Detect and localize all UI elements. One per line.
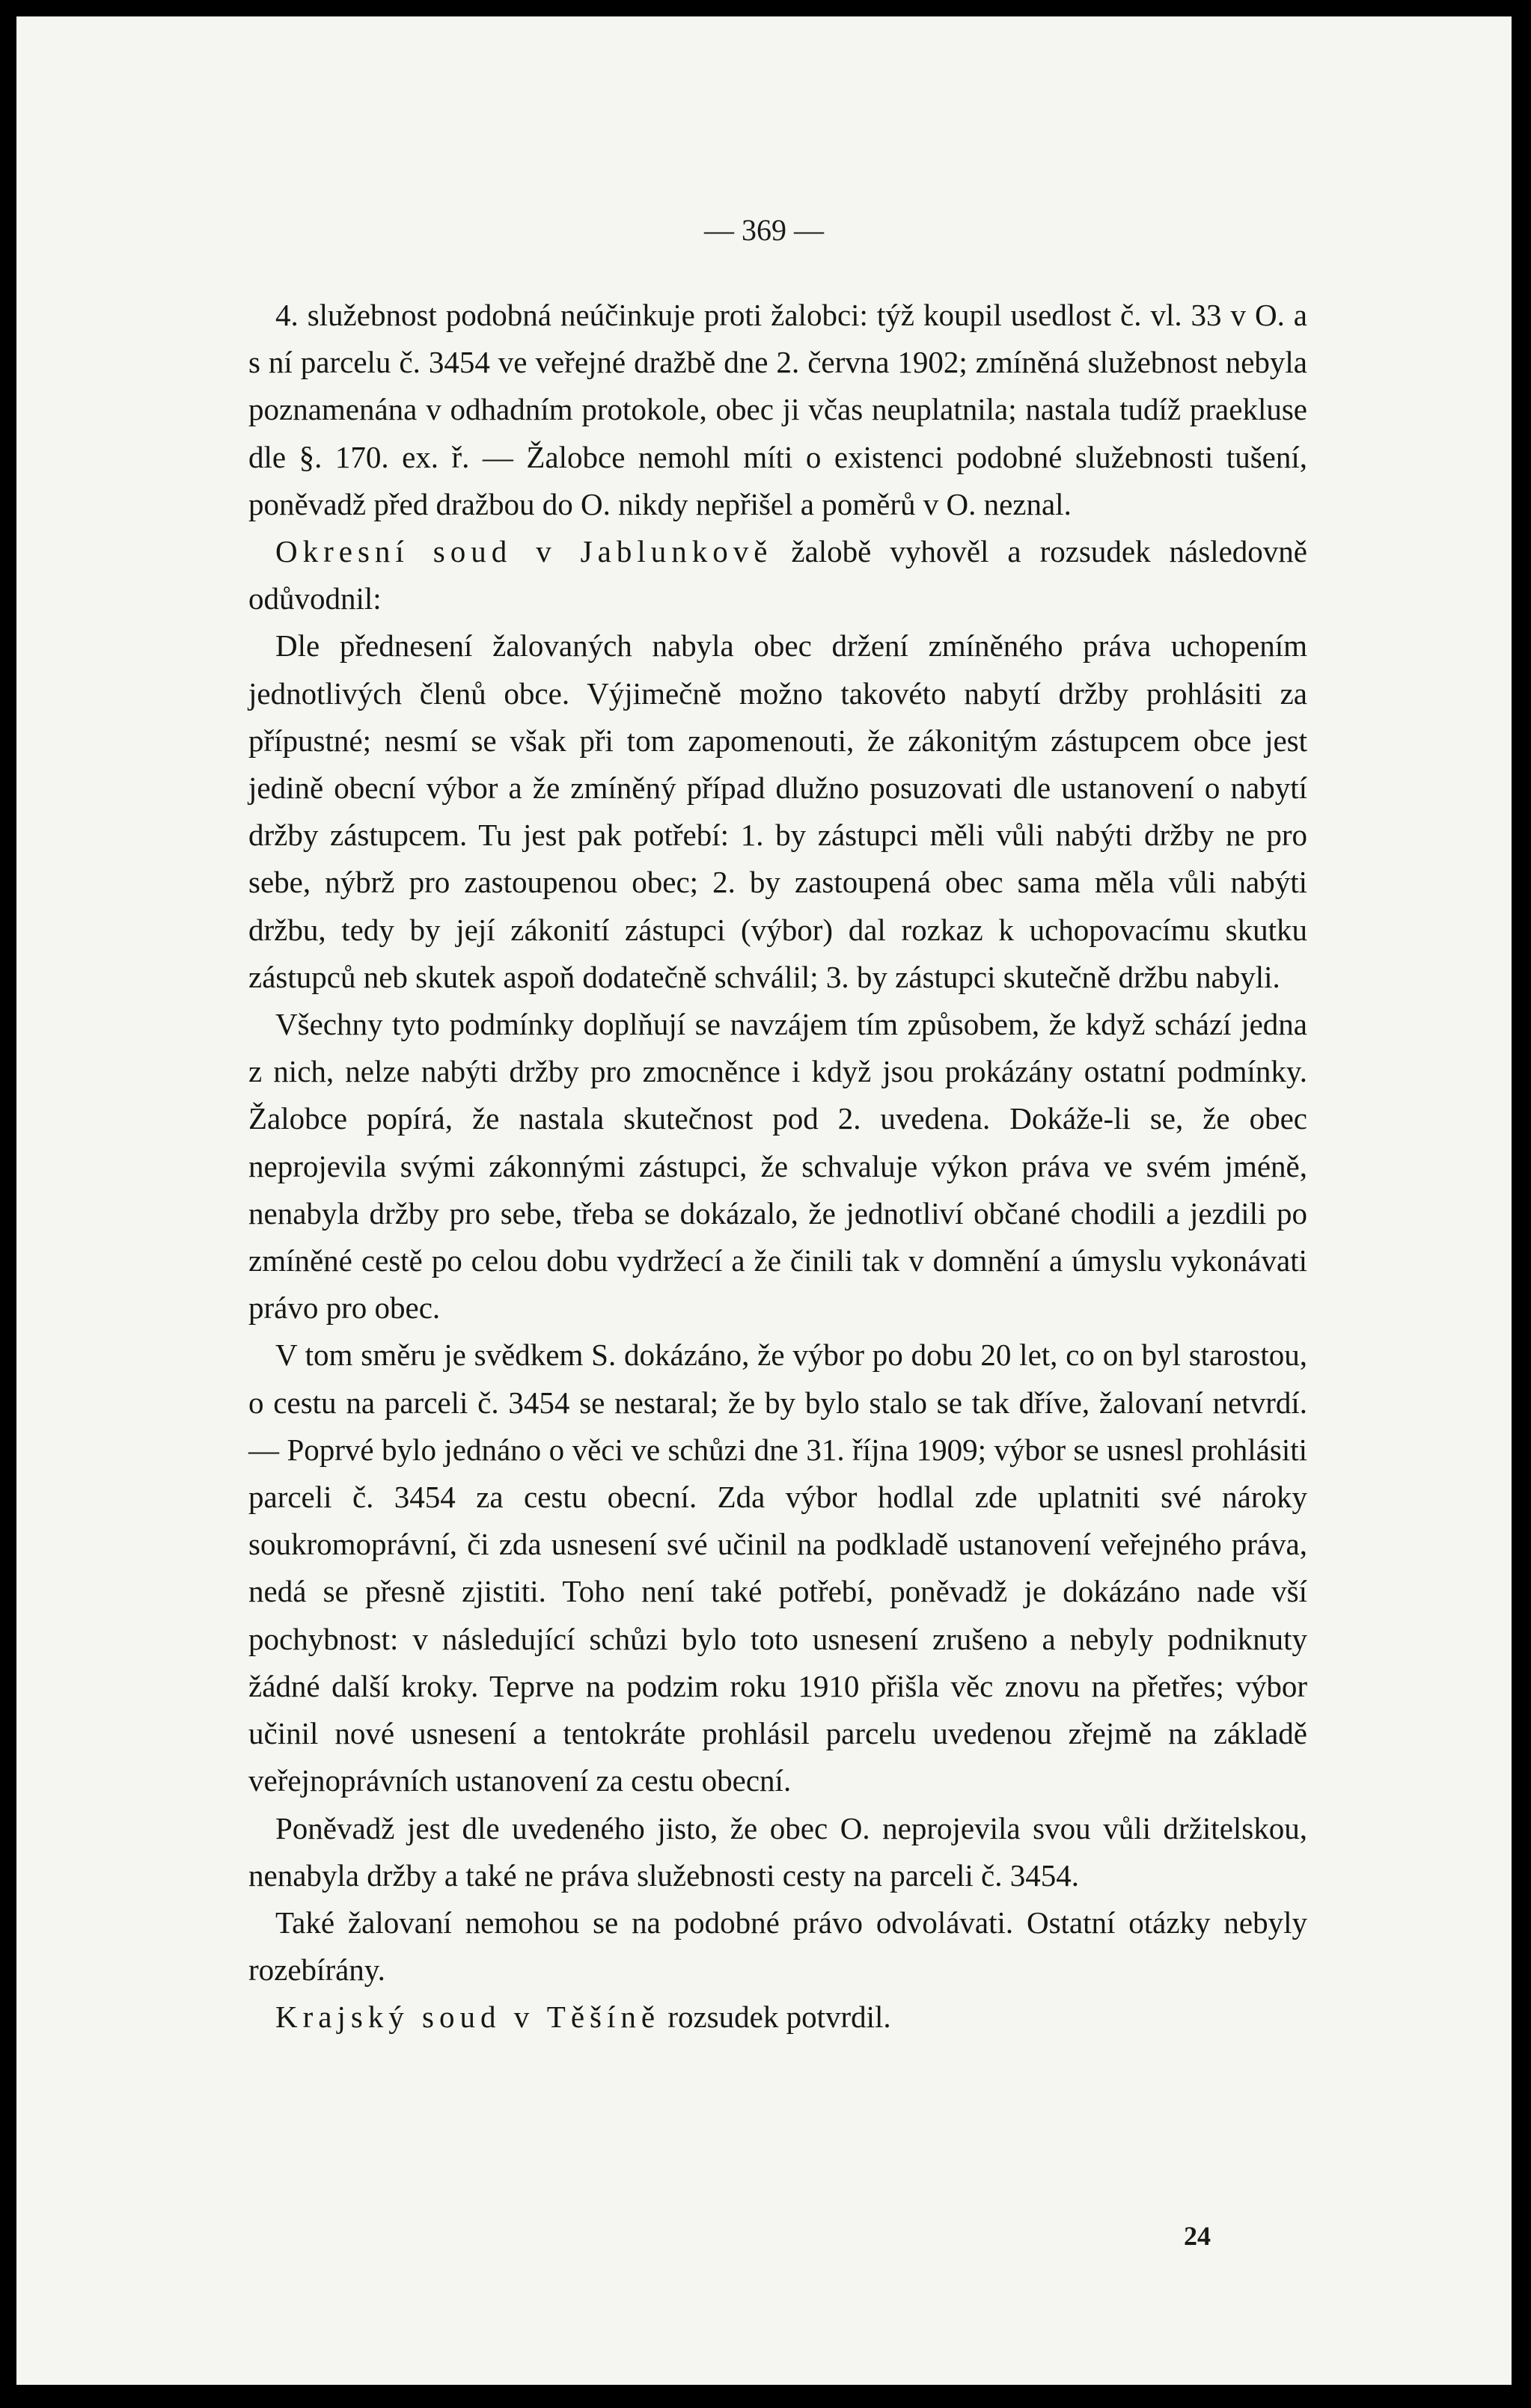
page-sheet — [16, 16, 1512, 2385]
paragraph-1: 4. služebnost podobná neúčinkuje proti žalobci: týž koupil usedlost č. vl. 33 v O. a s ní parcelu č. 3454 ve veřejné dražbě dne 2. června 1902; zmíněná služebnost nebyla poznamenána v odhadním protokole, obec ji včas neuplatnila; nastala tudíž praekluse dle §. 170. ex. ř. — Žalobce nemohl míti o existenci podobné služebnosti tušení, poněvadž před dražbou do O. nikdy nepřišel a poměrů v O. neznal. — [248, 298, 1307, 521]
paragraph-3: Dle přednesení žalovaných nabyla obec držení zmíněného práva uchopením jednotlivých členů obce. Výjimečně možno takovéto nabytí držby prohlásiti za přípustné; nesmí se však při tom zapomenouti, že zákonitým zástupcem obce jest jedině obecní výbor a že zmíněný případ dlužno posuzovati dle ustanovení o nabytí držby zástupcem. Tu jest pak potřebí: 1. by zástupci měli vůli nabýti držby ne pro sebe, nýbrž pro zastoupenou obec; 2. by zastoupená obec sama měla vůli nabýti držbu, tedy by její zákonití zástupci (výbor) dal rozkaz k uchopovacímu skutku zástupců neb skutek aspoň dodatečně schválil; 3. by zástupci skutečně držbu nabyli. — [248, 628, 1307, 994]
court-name: Okresní soud v Jablunkově — [275, 534, 773, 569]
paragraph-2-text: žalobě vyhověl a rozsudek následovně odůvodnil: — [248, 534, 1307, 616]
page-number: — 369 — — [704, 213, 824, 247]
body-text — [248, 292, 1307, 2041]
paragraph-4: Všechny tyto podmínky doplňují se navzájem tím způsobem, že když schází jedna z nich, nelze nabýti držby pro zmocněnce i když jsou prokázány ostatní podmínky. Žalobce popírá, že nastala skutečnost pod 2. uvedena. Dokáže-li se, že obec neprojevila svými zákonnými zástupci, že schvaluje výkon práva ve svém jméně, nenabyla držby pro sebe, třeba se dokázalo, že jednotliví občané chodili a jezdili po zmíněné cestě po celou dobu vydržecí a že činili tak v domnění a úmyslu vykonávati právo pro obec. — [248, 1007, 1307, 1326]
appeal-court-name: Krajský soud v Těšíně — [275, 2000, 661, 2035]
paragraph-8-text: rozsudek potvrdil. — [660, 2000, 891, 2035]
paragraph-2 — [248, 528, 1307, 622]
paragraph-8 — [248, 1994, 1307, 2041]
signature-mark: 24 — [1184, 2221, 1211, 2251]
paragraph-5: V tom směru je svědkem S. dokázáno, že výbor po dobu 20 let, co on byl starostou, o cestu na parceli č. 3454 se nestaral; že by bylo stalo se tak dříve, žalovaní netvrdí. — Poprvé bylo jednáno o věci ve schůzi dne 31. října 1909; výbor se usnesl prohlásiti parceli č. 3454 za cestu obecní. Zda výbor hodlal zde uplatniti své nároky soukromoprávní, či zda usnesení své učinil na podkladě ustanovení veřejného práva, nedá se přesně zjistiti. Toho není také potřebí, poněvadž je dokázáno nade vší pochybnost: v následující schůzi bylo toto usnesení zrušeno a nebyly podniknuty žádné další kroky. Teprve na podzim roku 1910 přišla věc znovu na přetřes; výbor učinil nové usnesení a tentokráte prohlásil parcelu uvedenou zřejmě na základě veřejnoprávních ustanovení za cestu obecní. — [248, 1338, 1307, 1798]
paragraph-7: Také žalovaní nemohou se na podobné právo odvolávati. Ostatní otázky nebyly rozebírány. — [248, 1905, 1307, 1988]
paragraph-6: Poněvadž jest dle uvedeného jisto, že obec O. neprojevila svou vůli držitelskou, nenabyla držby a také ne práva služebnosti cesty na parceli č. 3454. — [248, 1810, 1307, 1893]
